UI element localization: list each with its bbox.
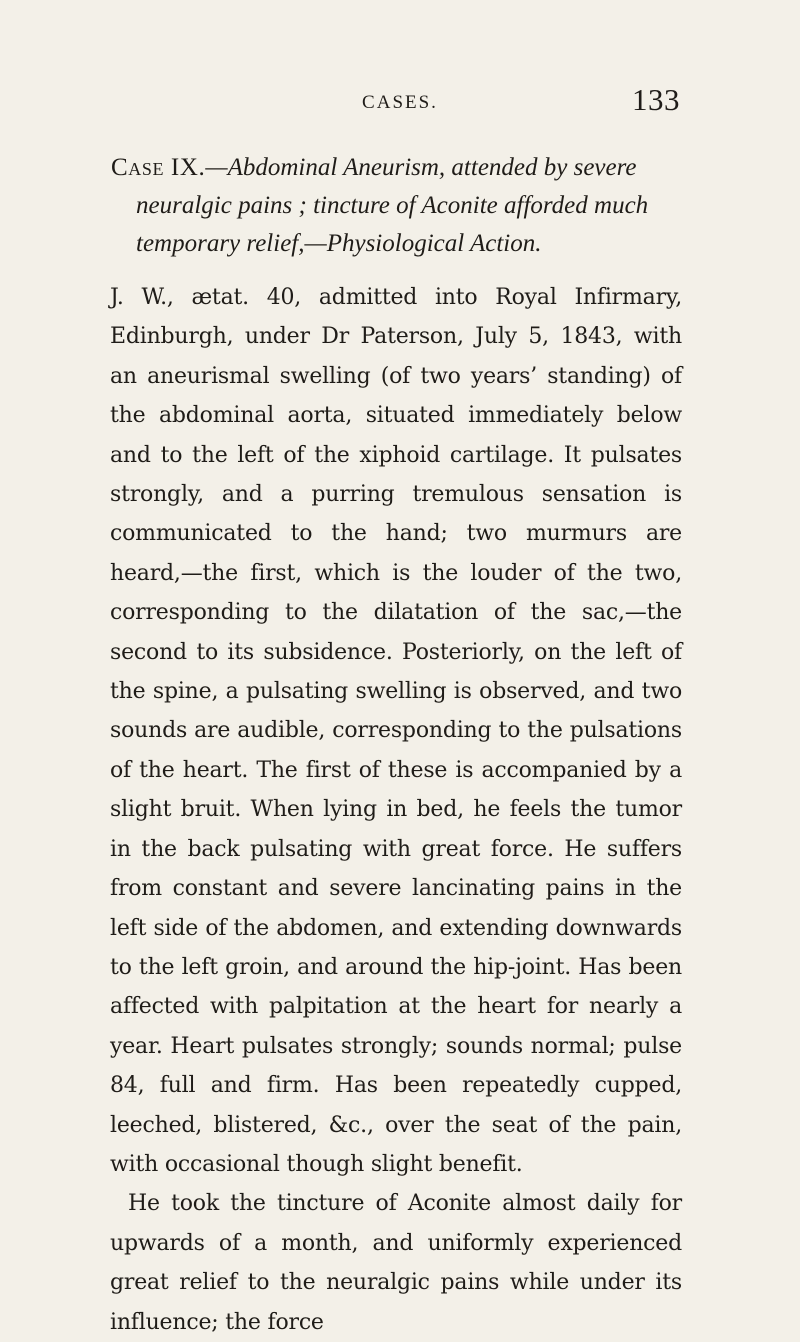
case-title-part-1: —Abdominal Aneurism, attended by severe: [205, 154, 637, 181]
page-number: 133: [632, 82, 680, 117]
body-text: [110, 278, 682, 1342]
case-title-part-3: temporary relief,—Physiological Action.: [136, 230, 542, 257]
case-heading: [111, 149, 701, 263]
running-head: [120, 82, 680, 122]
paragraph-aconite-treatment: He took the tincture of Aconite almost daily for upwards of a month, and uniformly experienced great relief to the neuralgic pains while under its influence; the force: [110, 1191, 682, 1335]
running-title: CASES.: [362, 92, 438, 113]
case-title-part-2: neuralgic pains ; tincture of Aconite afforded much: [136, 192, 649, 219]
case-label: Case IX.: [111, 154, 206, 181]
paragraph-case-report: J. W., ætat. 40, admitted into Royal Infirmary, Edinburgh, under Dr Paterson, July 5, 1843, with an aneurismal swelling (of two years’ standing) of the abdominal aorta, situated immediately below and to the left of the xiphoid cartilage. It pulsates strongly, and a purring tremulous sensation is communicated to the hand; two murmurs are heard,—the first, which is the louder of the two, corresponding to the dilatation of the sac,—the second to its subsidence. Posteriorly, on the left of the spine, a pulsating swelling is observed, and two sounds are audible, corresponding to the pulsations of the heart. The first of these is accompanied by a slight bruit. When lying in bed, he feels the tumor in the back pulsating with great force. He suffers from constant and severe lancinating pains in the left side of the abdomen, and extending downwards to the left groin, and around the hip-joint. Has been affected with palpitation at the heart for nearly a year. Heart pulsates strongly; sounds normal; pulse 84, full and firm. Has been repeatedly cupped, leeched, blistered, &c., over the seat of the pain, with occasional though slight benefit.: [110, 285, 682, 1177]
case-heading-line-1: [111, 149, 701, 187]
